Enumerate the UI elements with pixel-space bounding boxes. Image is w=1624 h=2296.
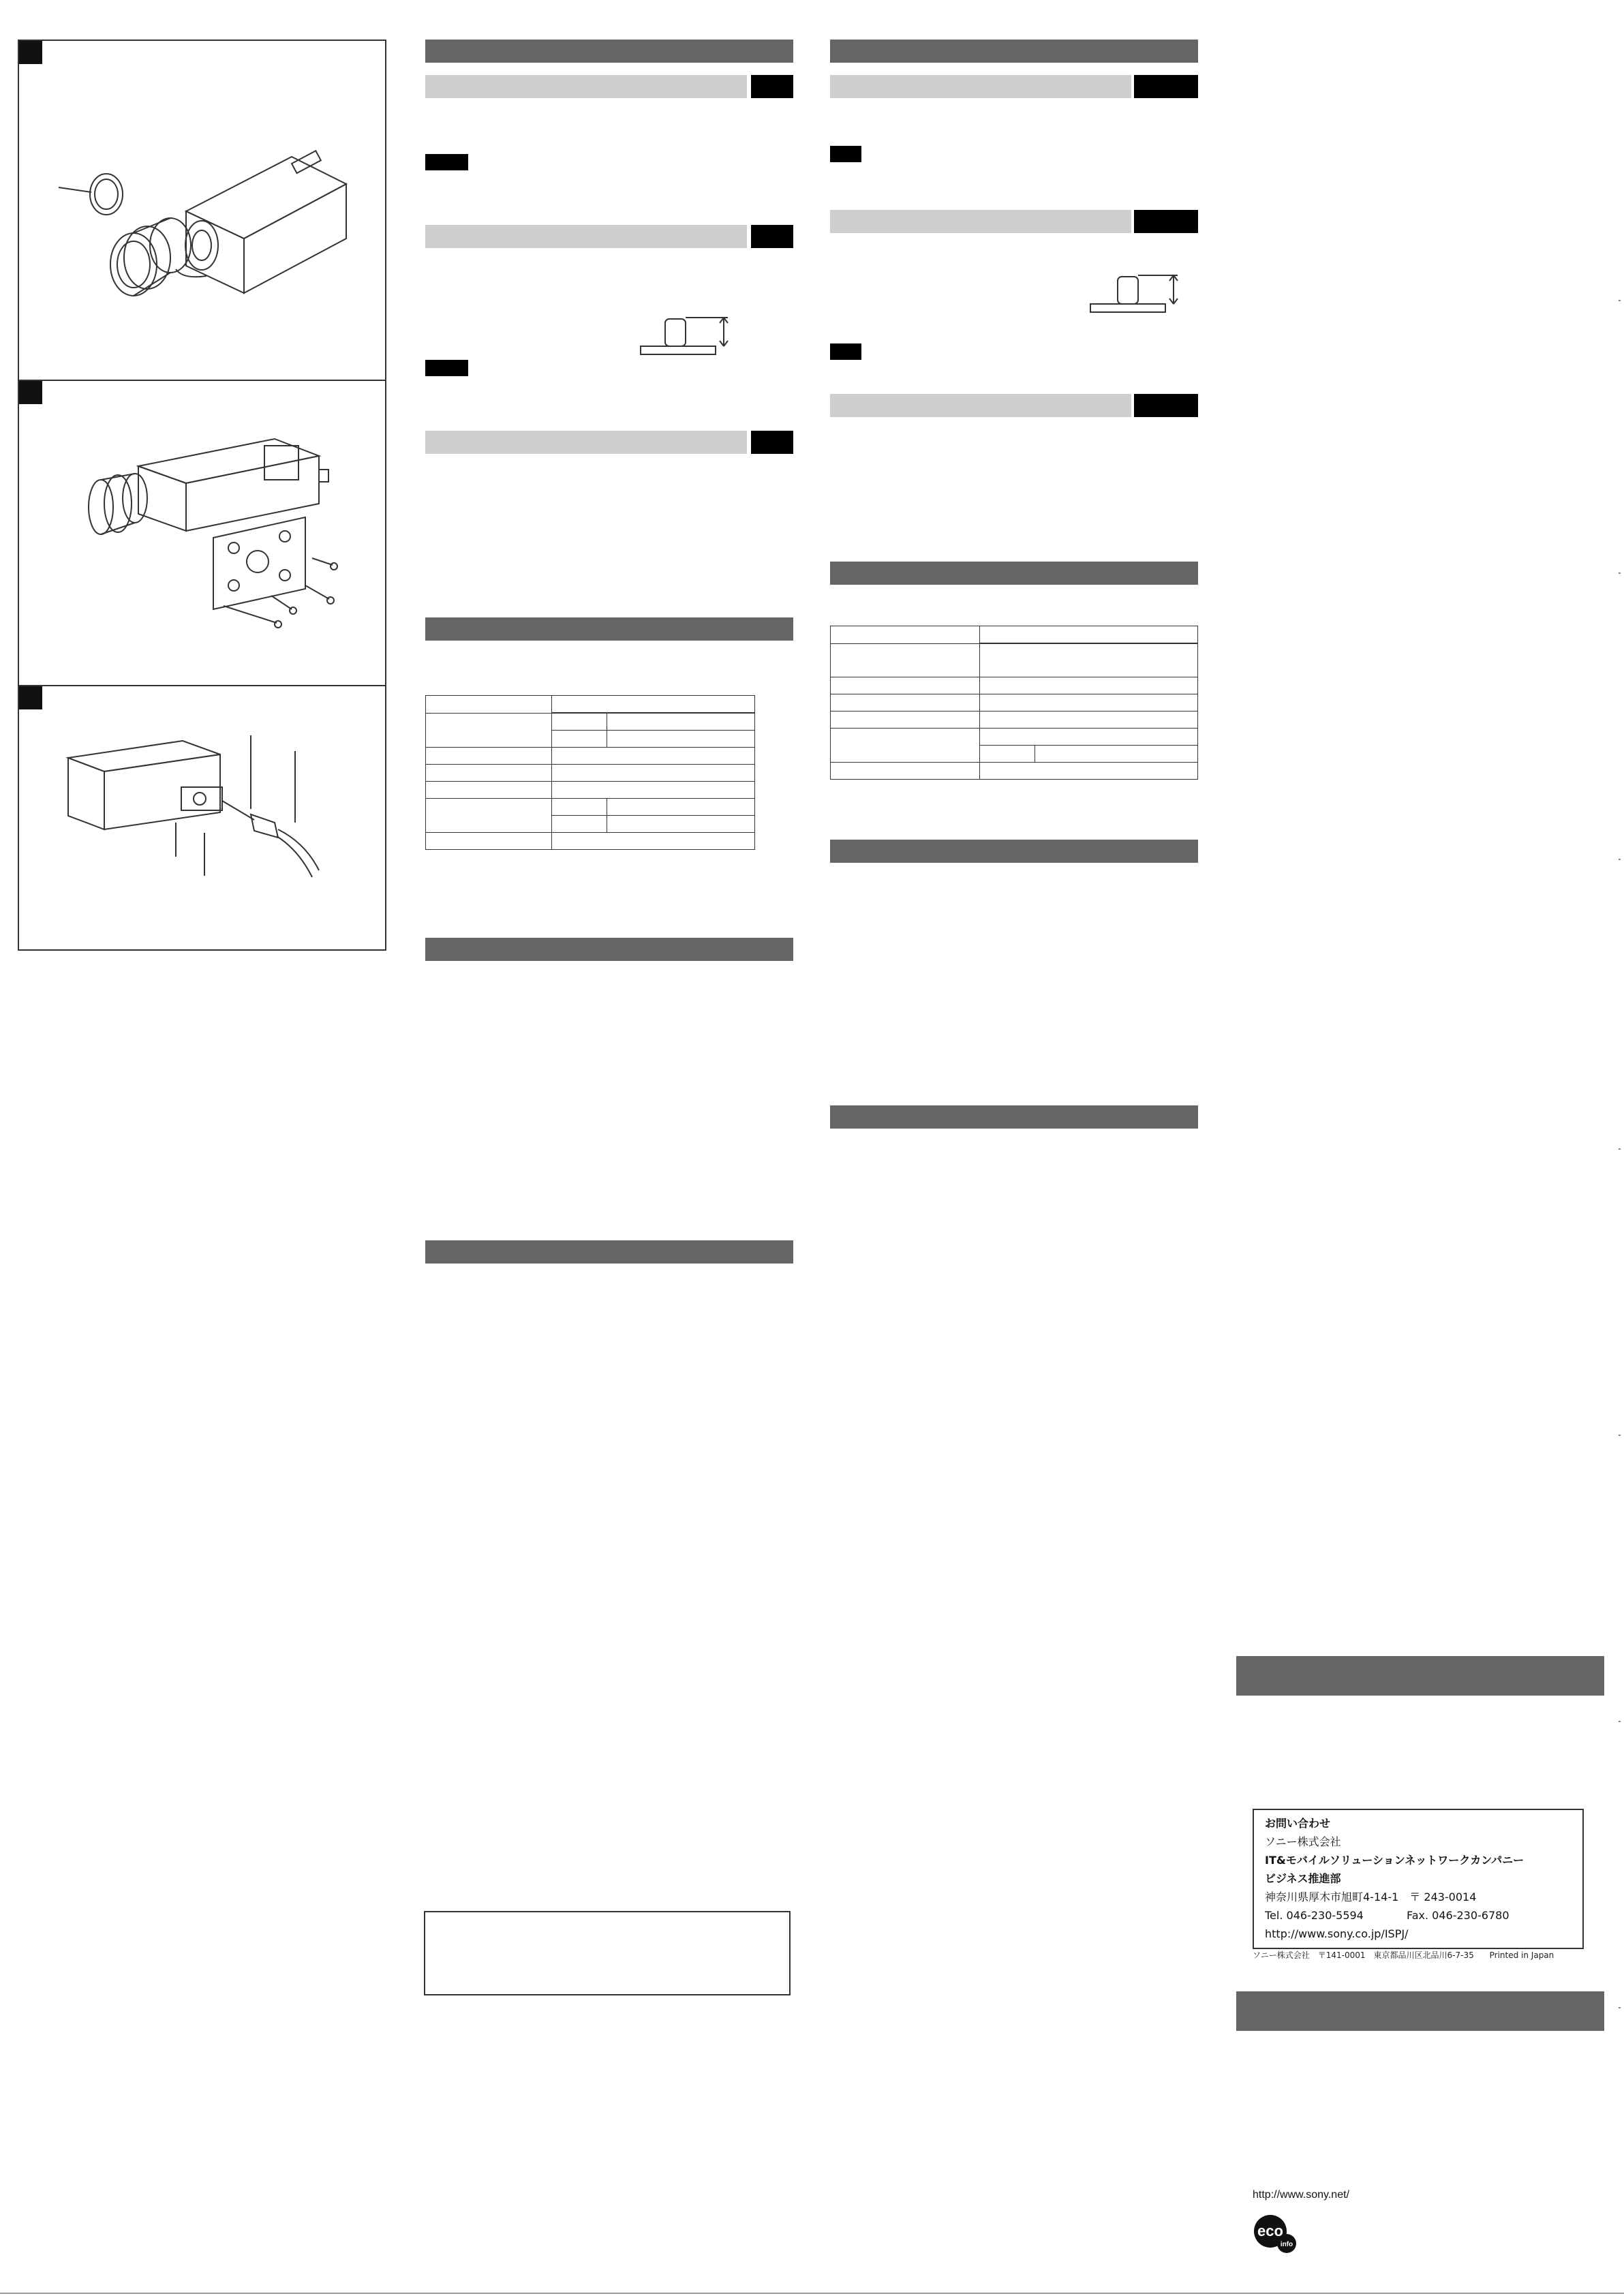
table-row xyxy=(426,713,755,731)
footer-corporate: ソニー株式会社 〒141-0001 東京都品川区北品川6-7-35 xyxy=(1253,1950,1474,1960)
fold-mark xyxy=(1619,2007,1621,2008)
section-heading-bar xyxy=(830,840,1198,863)
page-bottom-rule xyxy=(0,2293,1624,2294)
figure-panel-tripod xyxy=(18,380,386,686)
spec-table xyxy=(830,626,1198,780)
contact-tel: Tel. 046-230-5594 xyxy=(1265,1909,1364,1922)
eco-info-logo xyxy=(1253,2214,1300,2253)
section-heading-bar xyxy=(830,562,1198,585)
figure-panel-cable xyxy=(18,685,386,951)
table-row xyxy=(426,696,755,714)
section-heading-bar xyxy=(1236,1991,1604,2031)
contact-department: ビジネス推進部 xyxy=(1265,1872,1341,1885)
section-heading-bar xyxy=(830,40,1198,63)
contact-web[interactable]: http://www.sony.co.jp/ISPJ/ xyxy=(1265,1927,1409,1940)
note-tag xyxy=(830,343,861,360)
subsection-heading-bar xyxy=(830,75,1131,98)
table-row xyxy=(831,643,1198,677)
table-row xyxy=(831,677,1198,694)
contact-phone-row xyxy=(1265,1906,1572,1925)
subsection-tag xyxy=(751,225,793,248)
spec-table xyxy=(425,695,755,850)
subsection-tag xyxy=(1134,210,1198,233)
subsection-tag xyxy=(1134,75,1198,98)
table-row xyxy=(426,748,755,765)
figure-panel-lens xyxy=(18,40,386,381)
subsection-heading-bar xyxy=(425,75,747,98)
camera-tripod-adaptor-illustration xyxy=(19,381,385,685)
subsection-heading-bar xyxy=(830,394,1131,417)
subsection-heading-bar xyxy=(425,225,747,248)
table-row xyxy=(426,799,755,816)
website-link[interactable]: http://www.sony.net/ xyxy=(1253,2189,1349,2201)
fold-mark xyxy=(1619,1435,1621,1436)
table-row xyxy=(831,626,1198,644)
fold-mark xyxy=(1619,1148,1621,1150)
table-row xyxy=(831,762,1198,779)
note-tag xyxy=(425,154,468,170)
note-tag xyxy=(425,360,468,376)
section-heading-bar xyxy=(425,617,793,641)
fold-mark xyxy=(1619,1721,1621,1722)
table-row xyxy=(831,711,1198,728)
footer-printed: Printed in Japan xyxy=(1489,1950,1554,1960)
eco-info-icon xyxy=(1253,2214,1300,2253)
section-heading-bar xyxy=(425,1240,793,1264)
section-heading-bar xyxy=(425,938,793,961)
table-row xyxy=(426,765,755,782)
contact-heading: お問い合わせ xyxy=(1265,1817,1331,1830)
screw-height-illustration xyxy=(638,313,733,361)
section-heading-bar xyxy=(830,1105,1198,1129)
subsection-tag xyxy=(751,75,793,98)
screw-height-illustration xyxy=(1088,271,1183,319)
subsection-tag xyxy=(751,431,793,454)
eco-logo-sub: info xyxy=(1280,2241,1293,2248)
contact-fax: Fax. 046-230-6780 xyxy=(1407,1909,1510,1922)
fold-mark xyxy=(1619,300,1621,301)
section-heading-bar xyxy=(425,40,793,63)
note-tag xyxy=(830,146,861,162)
section-heading-bar xyxy=(1236,1656,1604,1696)
table-row xyxy=(426,833,755,850)
contact-box xyxy=(1253,1809,1584,1949)
subsection-heading-bar xyxy=(830,210,1131,233)
camera-cable-illustration xyxy=(19,686,385,949)
contact-company: ソニー株式会社 xyxy=(1265,1835,1341,1848)
table-row xyxy=(831,694,1198,711)
table-row xyxy=(831,728,1198,745)
subsection-tag xyxy=(1134,394,1198,417)
fold-mark xyxy=(1619,572,1621,574)
fold-mark xyxy=(1619,859,1621,860)
footer-corporate-line xyxy=(1253,1949,1554,1961)
contact-division: IT&モバイルソリューションネットワークカンパニー xyxy=(1265,1854,1525,1867)
notice-box xyxy=(424,1911,791,1995)
camera-lens-illustration xyxy=(19,41,385,380)
eco-logo-main: eco xyxy=(1257,2222,1283,2239)
contact-address: 神奈川県厚木市旭町4-14-1 〒 243-0014 xyxy=(1265,1891,1477,1903)
subsection-heading-bar xyxy=(425,431,747,454)
table-row xyxy=(426,782,755,799)
